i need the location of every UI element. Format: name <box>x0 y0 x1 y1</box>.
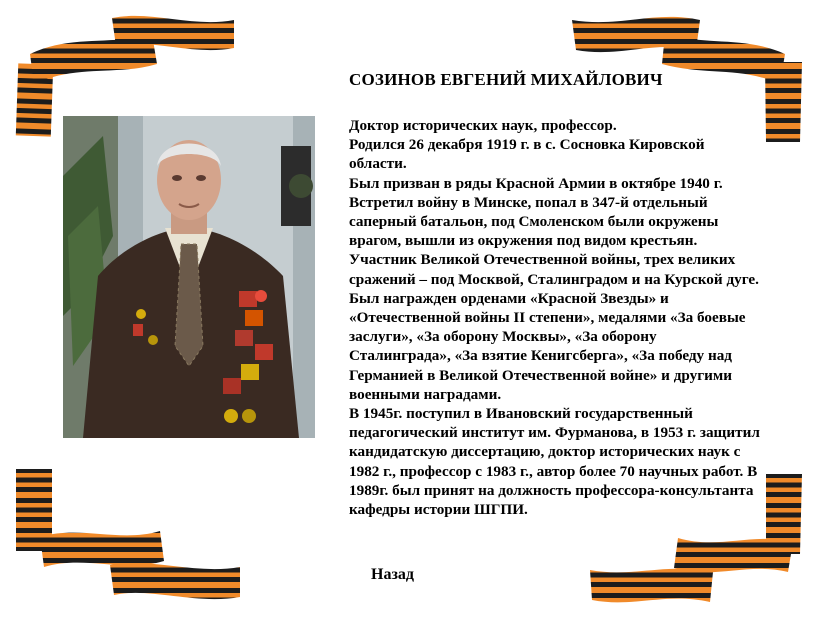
biography-text <box>349 116 761 519</box>
back-link[interactable]: Назад <box>371 566 414 583</box>
page-title: СОЗИНОВ ЕВГЕНИЙ МИХАЙЛОВИЧ <box>349 70 663 89</box>
bio-conscription: Был призван в ряды Красной Армии в октябре 1940 г. Встретил войну в Минске, попал в 347-й отдельный саперный батальон, под Смоленском были окружены врагом, вышли из окружения под видом крестьян. <box>349 174 723 250</box>
bio-war-service: Участник Великой Отечественной войны, трех великих сражений – под Москвой, Сталинградом и на Курской дуге. Был награжден орденами «Красной Звезды» и «Отечественной войны II степени», медалями «За боевые заслуги», «За оборону Москвы», «За оборону Сталинграда», «За взятие Кенигсберга», «За победу над Германией в Великой Отечественной войне» и другими военными наградами. <box>349 251 759 403</box>
bio-birth: Родился 26 декабря 1919 г. в с. Сосновка Кировской области. <box>349 136 705 173</box>
ribbon-bottom-left <box>10 465 245 605</box>
portrait-photo <box>63 116 315 438</box>
bio-degree: Доктор исторических наук, профессор. <box>349 117 617 134</box>
bio-academic-career: В 1945г. поступил в Ивановский государственный педагогический институт им. Фурманова, в 1953 г. защитил кандидатскую диссертацию, доктор исторических наук с 1982 г., профессор с 1983 г., автор более 70 научных работ. В 1989г. был принят на должность профессора-консультанта кафедры истории ШГПИ. <box>349 405 760 519</box>
